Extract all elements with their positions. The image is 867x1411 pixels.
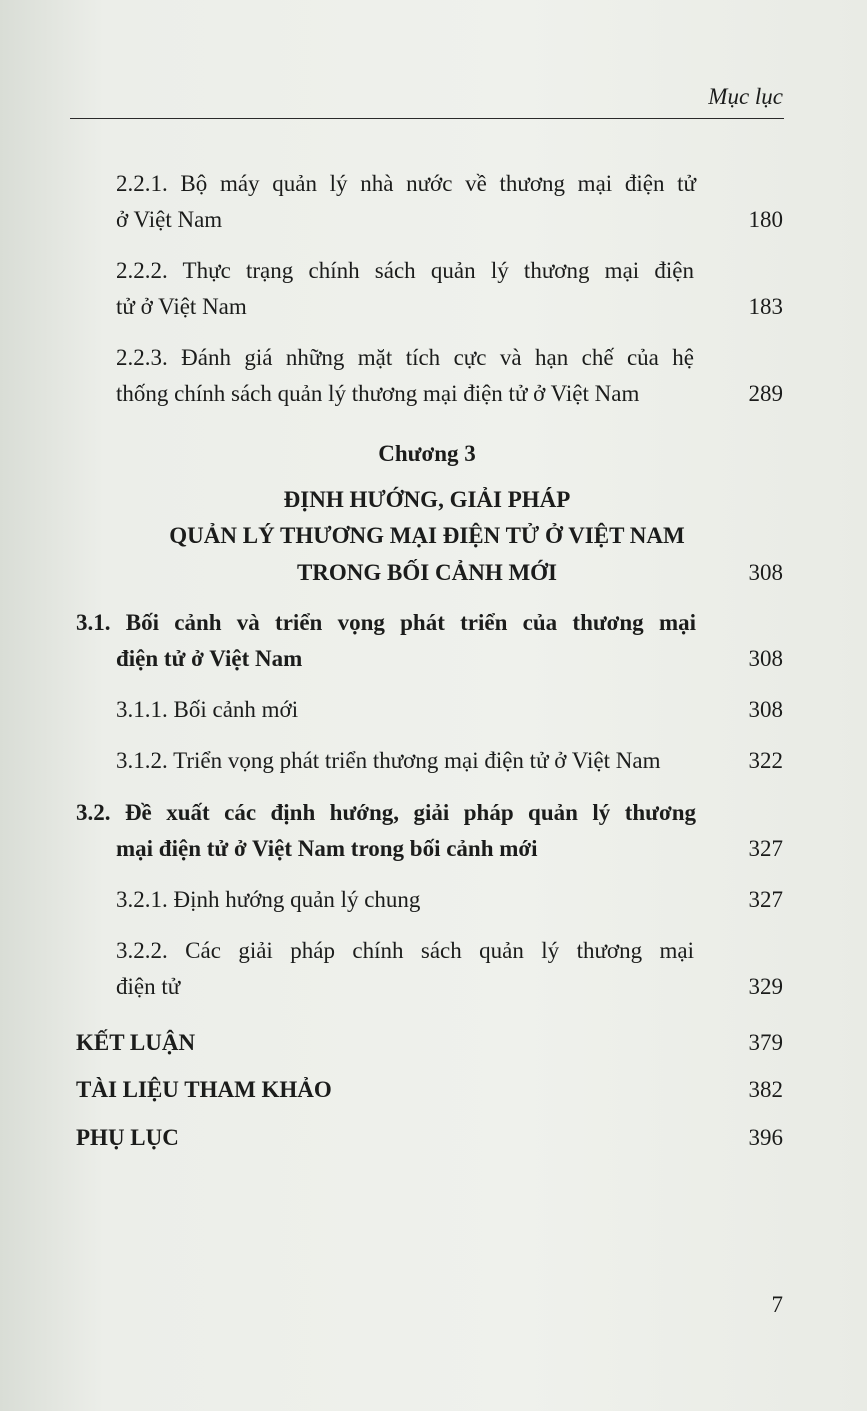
folio-page-number: 7 [771, 1292, 783, 1317]
toc-entry-3-2-1 [116, 882, 696, 918]
toc-section-3-2 [76, 795, 696, 867]
toc-references [76, 1072, 676, 1108]
chapter-title-line: TRONG BỐI CẢNH MỚI [296, 560, 558, 585]
chapter-label: Chương 3 [378, 441, 476, 466]
toc-entry-text: 2.2.2. Thực trạng chính sách quản lý thương mại điện [116, 258, 694, 283]
running-header: Mục lục [708, 84, 783, 109]
toc-entry-text: thống chính sách quản lý thương mại điện tử ở Việt Nam [116, 381, 640, 406]
toc-entry-text: 3.2. Đề xuất các định hướng, giải pháp quản lý thương [76, 800, 696, 825]
toc-page-number: 327 [748, 887, 783, 912]
toc-page-number: 308 [748, 697, 783, 722]
toc-section-3-1 [76, 605, 696, 677]
toc-page-number: 322 [748, 748, 783, 773]
toc-entry-text: 3.1. Bối cảnh và triển vọng phát triển của thương mại [76, 610, 696, 635]
toc-appendix [76, 1120, 676, 1156]
toc-page-number: 289 [748, 381, 783, 406]
toc-entry-text: 3.2.2. Các giải pháp chính sách quản lý thương mại [116, 938, 694, 963]
toc-entry-text: tử ở Việt Nam [116, 294, 247, 319]
toc-entry-text: PHỤ LỤC [76, 1125, 179, 1150]
toc-page-number: 183 [748, 294, 783, 319]
toc-page-number: 396 [748, 1125, 783, 1150]
toc-entry-text: 2.2.1. Bộ máy quản lý nhà nước về thương mại điện tử [116, 171, 696, 196]
toc-page-number: 329 [748, 974, 783, 999]
toc-entry-3-2-2 [116, 933, 694, 1005]
toc-entry-text: TÀI LIỆU THAM KHẢO [76, 1077, 332, 1102]
toc-entry-2-2-3 [116, 340, 694, 412]
toc-page-number: 382 [748, 1077, 783, 1102]
toc-page-number: 308 [748, 560, 783, 585]
toc-entry-2-2-2 [116, 253, 694, 325]
toc-entry-text: điện tử [116, 974, 181, 999]
chapter-title-line: ĐỊNH HƯỚNG, GIẢI PHÁP [283, 487, 571, 512]
toc-page-number: 308 [748, 646, 783, 671]
toc-entry-text: 3.1.1. Bối cảnh mới [116, 697, 299, 722]
chapter-title-line: QUẢN LÝ THƯƠNG MẠI ĐIỆN TỬ Ở VIỆT NAM [169, 523, 685, 548]
toc-entry-text: 3.1.2. Triển vọng phát triển thương mại điện tử ở Việt Nam [116, 748, 661, 773]
toc-page-number: 327 [748, 836, 783, 861]
toc-entry-text: 3.2.1. Định hướng quản lý chung [116, 887, 421, 912]
toc-page-number: 180 [748, 207, 783, 232]
toc-entry-3-1-2 [116, 743, 696, 779]
toc-entry-text: điện tử ở Việt Nam [116, 646, 303, 671]
toc-entry-text: ở Việt Nam [116, 207, 223, 232]
toc-page-number: 379 [748, 1030, 783, 1055]
toc-conclusion [76, 1025, 676, 1061]
toc-entry-text: KẾT LUẬN [76, 1030, 196, 1055]
toc-entry-2-2-1 [116, 166, 696, 238]
toc-entry-text: mại điện tử ở Việt Nam trong bối cảnh mới [116, 836, 538, 861]
toc-entry-text: 2.2.3. Đánh giá những mặt tích cực và hạn chế của hệ [116, 345, 694, 370]
header-rule [70, 118, 784, 119]
toc-entry-3-1-1 [116, 692, 696, 728]
